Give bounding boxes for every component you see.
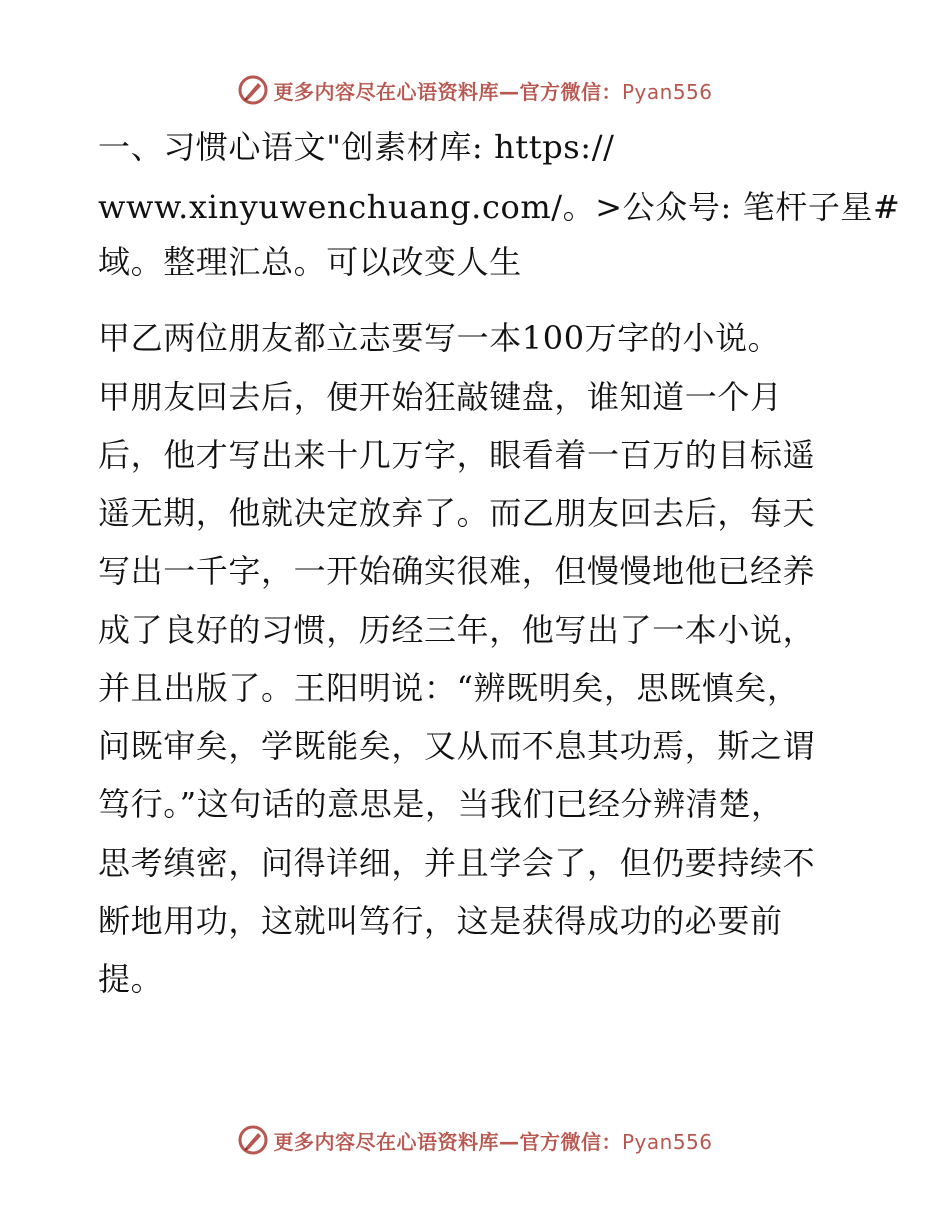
pen-logo-icon — [237, 1124, 269, 1156]
watermark-wechat-id: Pyan556 — [621, 1129, 713, 1154]
body-line-7: 并且出版了。王阳明说：“辨既明矣，思既慎矣， — [98, 669, 800, 707]
watermark-wechat-id: Pyan556 — [621, 79, 713, 104]
body-line-11: 断地用功，这就叫笃行，这是获得成功的必要前 — [98, 902, 783, 940]
body-line-6: 成了良好的习惯，历经三年，他写出了一本小说， — [98, 611, 816, 649]
watermark-text-cn: 更多内容尽在心语资料库—官方微信： — [273, 1129, 622, 1154]
body-line-4: 遥无期，他就决定放弃了。而乙朋友回去后，每天 — [98, 494, 816, 532]
body-line-8: 问既审矣，学既能矣，又从而不息其功焉，斯之谓 — [98, 727, 816, 765]
body-line-3: 后，他才写出来十几万字，眼看着一百万的目标遥 — [98, 436, 816, 474]
body-line-10: 思考缜密，问得详细，并且学会了，但仍要持续不 — [98, 844, 816, 882]
body-line-9: 笃行。”这句话的意思是，当我们已经分辨清楚， — [98, 785, 784, 823]
pen-logo-icon — [237, 74, 269, 106]
body-line-1: 甲乙两位朋友都立志要写一本100万字的小说。 — [98, 319, 781, 357]
body-line-12: 提。 — [98, 960, 164, 998]
footer-watermark-banner — [0, 1120, 950, 1160]
header-line-2: www.xinyuwenchuang.com/。>公众号: 笔杆子星# — [98, 188, 901, 226]
header-line-3: 域。整理汇总。可以改变人生 — [98, 243, 522, 281]
body-line-2: 甲朋友回去后，便开始狂敲键盘，谁知道一个月 — [98, 378, 783, 416]
watermark-text — [273, 1126, 712, 1155]
body-line-5: 写出一千字，一开始确实很难，但慢慢地他已经养 — [98, 552, 816, 590]
watermark-text — [273, 76, 712, 105]
header-watermark-banner — [0, 70, 950, 110]
watermark-text-cn: 更多内容尽在心语资料库—官方微信： — [273, 79, 622, 104]
header-line-1: 一、习惯心语文"创素材库: https:// — [98, 128, 615, 166]
